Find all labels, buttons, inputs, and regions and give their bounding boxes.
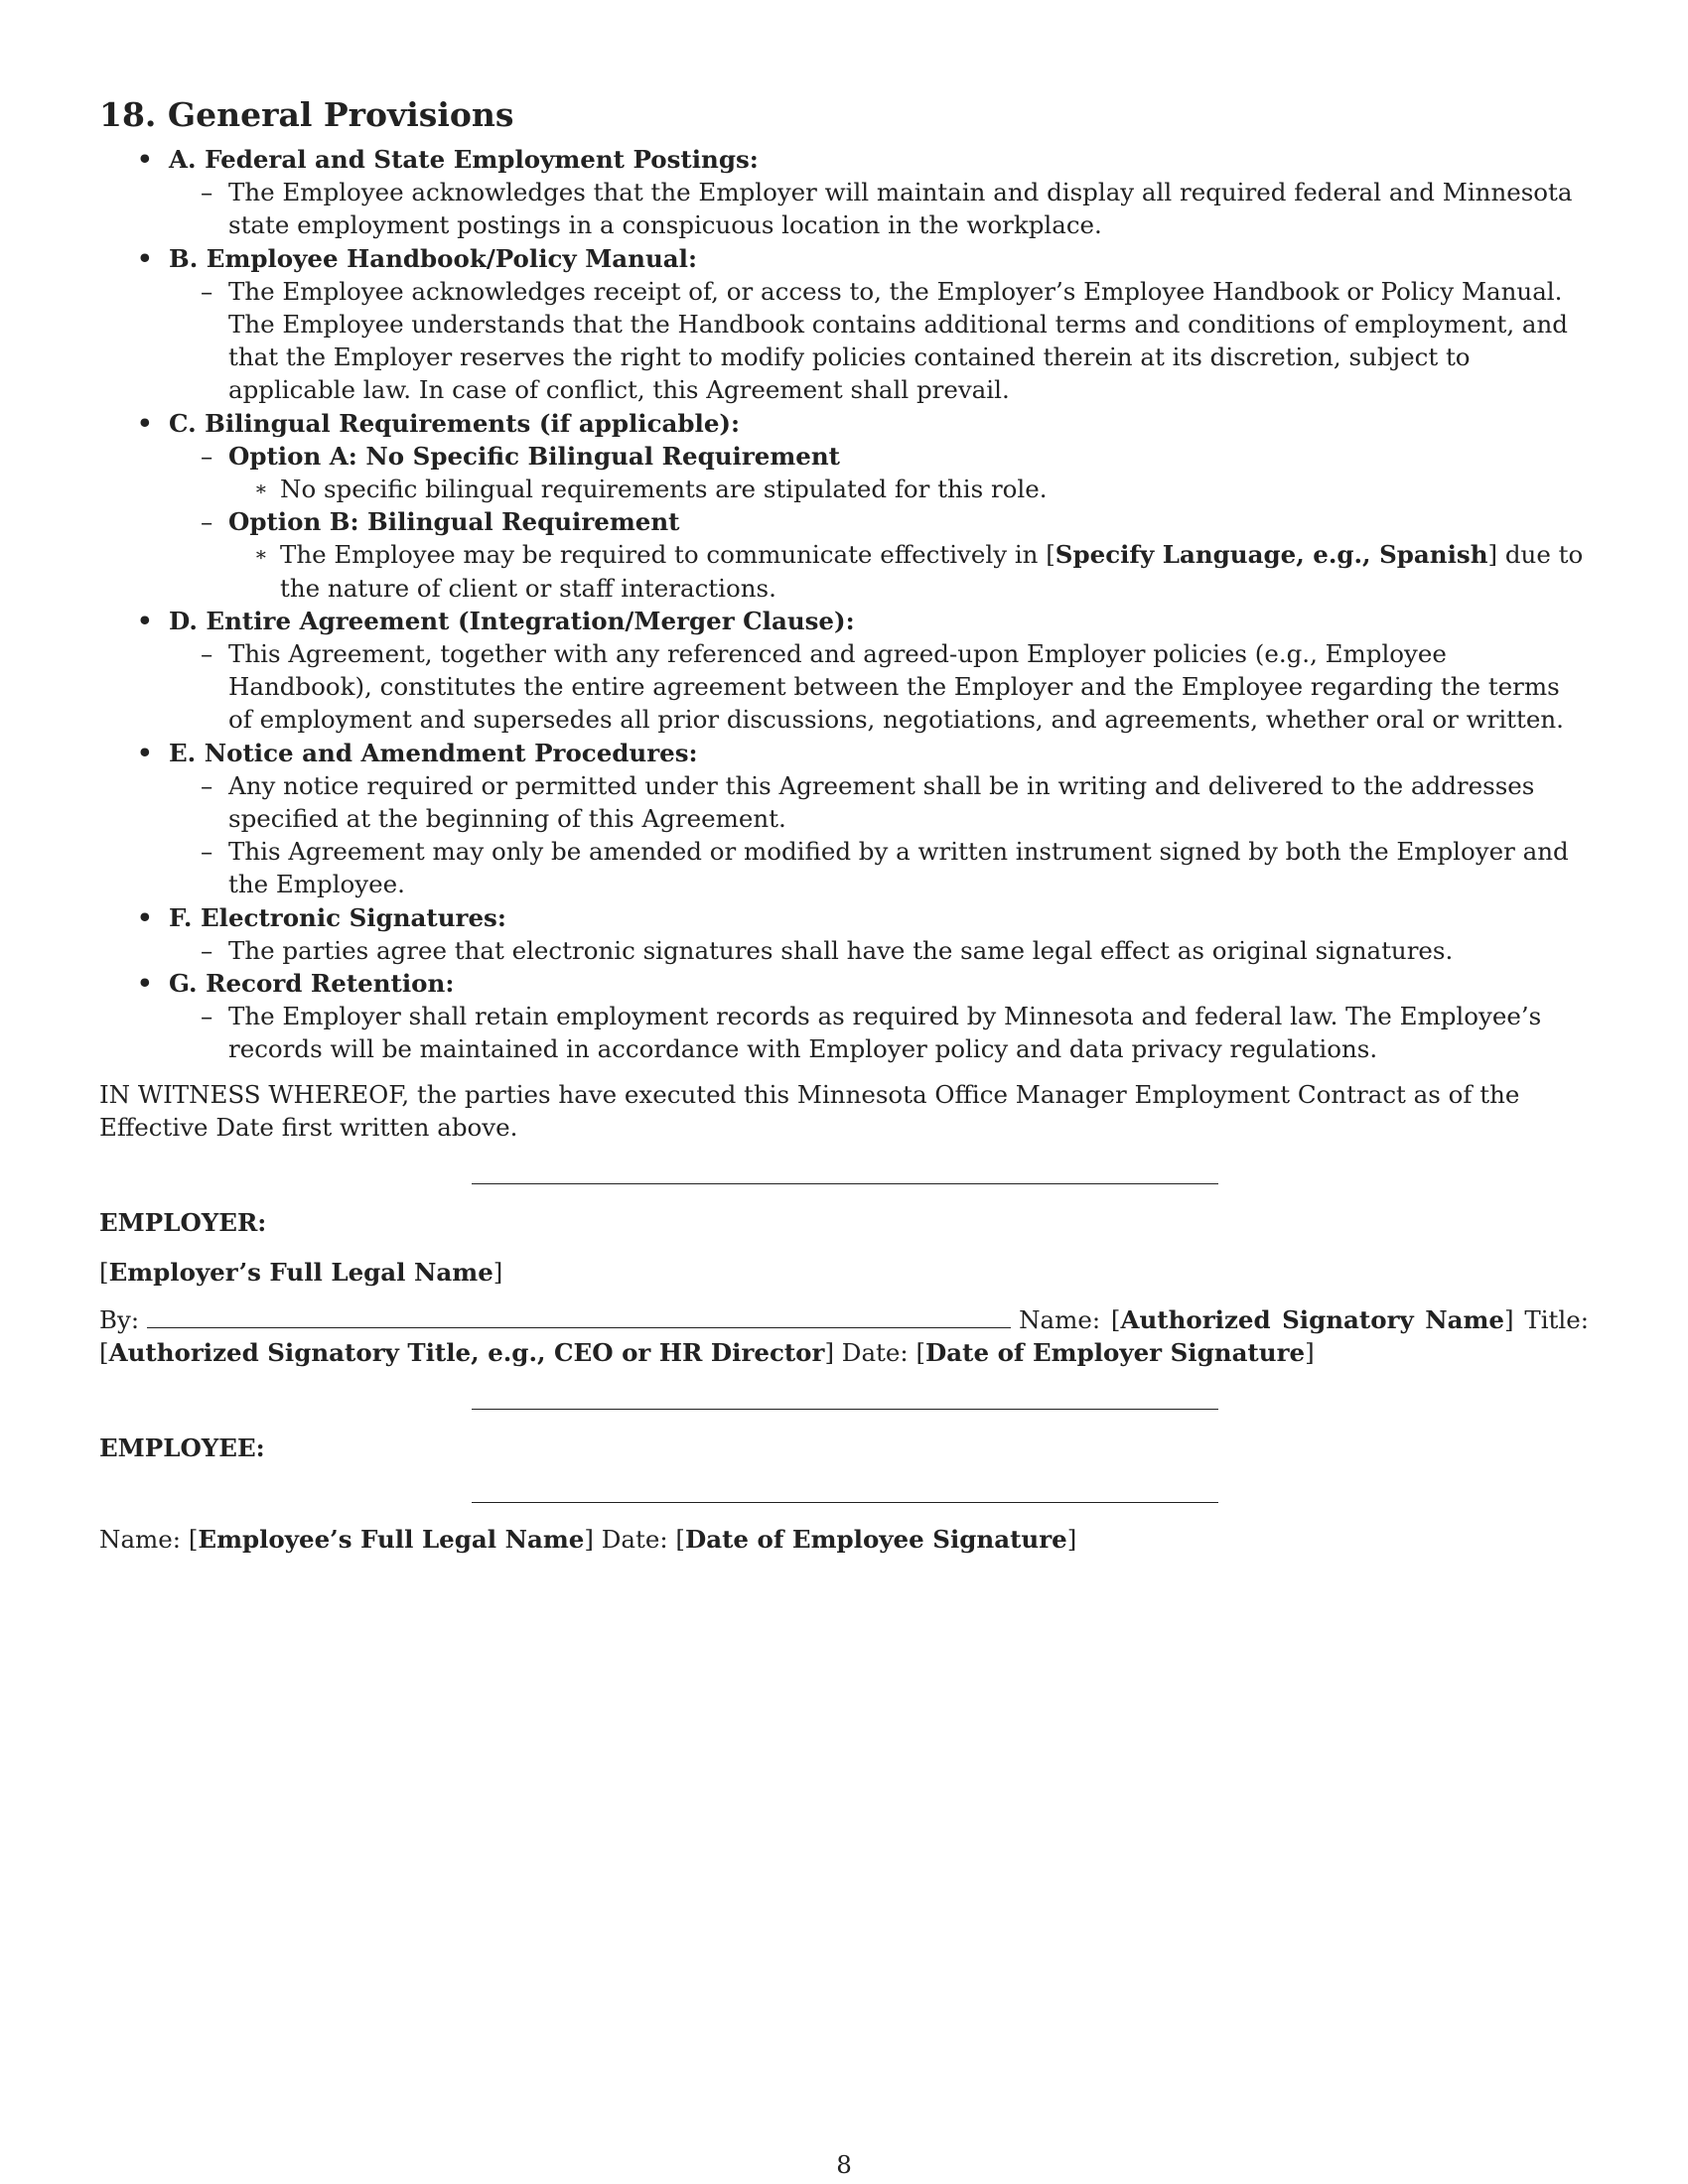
employee-signature-line[interactable] <box>472 1502 1218 1503</box>
provision-heading: G. Record Retention: <box>169 969 455 999</box>
employee-top-line[interactable] <box>472 1409 1218 1410</box>
asterisk-marker: ∗ <box>254 477 268 501</box>
provision-heading: A. Federal and State Employment Postings: <box>169 145 759 174</box>
page-number: 8 <box>836 2150 852 2179</box>
provision-f <box>99 901 1589 967</box>
employee-date-placeholder: Date of Employee Signature <box>684 1525 1067 1555</box>
bullet-marker: • <box>137 738 153 767</box>
witness-paragraph: IN WITNESS WHEREOF, the parties have executed this Minnesota Office Manager Employment Contract as of the Effective Date first written above. <box>99 1079 1520 1142</box>
signatory-title: Authorized Signatory Title, e.g., CEO or HR Director <box>108 1337 825 1367</box>
dash-marker: – <box>201 639 213 669</box>
provision-item: – This Agreement, together with any referenced and agreed-upon Employer policies (e.g., Employee Handbook), constitutes the entire agreement between the Employer and the Employee regarding the terms of employment and supersedes all prior discussions, negotiations, and agreements, whether oral or written. <box>201 639 1564 735</box>
option-a: – Option A: No Specific Bilingual Requirement ∗ No specific bilingual requirements are stipulated for this role. <box>169 440 1589 505</box>
provision-heading: E. Notice and Amendment Procedures: <box>169 738 698 767</box>
employee-name-row: Name: [Employee’s Full Legal Name] Date: [Date of Employee Signature] <box>99 1525 1077 1555</box>
dash-marker: – <box>201 770 213 800</box>
provision-heading: B. Employee Handbook/Policy Manual: <box>169 243 698 273</box>
provision-c <box>99 407 1589 605</box>
provision-item: – The Employer shall retain employment records as required by Minnesota and federal law. The Employee’s records will be maintained in accordance with Employer policy and data privacy regulations. <box>201 1002 1542 1064</box>
employer-label: EMPLOYER: <box>99 1208 267 1238</box>
bullet-marker: • <box>137 243 153 273</box>
dash-marker: – <box>201 441 213 471</box>
dash-marker: – <box>201 507 213 537</box>
bullet-marker: • <box>137 606 153 635</box>
document-page <box>99 95 1589 1556</box>
employer-name-row: [Employer’s Full Legal Name] <box>99 1258 503 1288</box>
provision-heading: D. Entire Agreement (Integration/Merger Clause): <box>169 606 855 635</box>
provisions-list <box>99 143 1589 1066</box>
option-b-text: ∗ The Employee may be required to communicate effectively in [Specify Language, e.g., Spanish] due to the nature of client or staff interactions. <box>254 540 1584 603</box>
option-a-text: ∗ No specific bilingual requirements are stipulated for this role. <box>228 473 1589 505</box>
provision-item: – The parties agree that electronic signatures shall have the same legal effect as original signatures. <box>169 934 1589 967</box>
dash-marker: – <box>201 1002 213 1031</box>
bullet-marker: • <box>137 902 153 932</box>
provision-heading: F. Electronic Signatures: <box>169 902 506 932</box>
provision-e <box>99 737 1589 901</box>
provision-d <box>99 605 1589 737</box>
language-placeholder: Specify Language, e.g., Spanish <box>1055 540 1488 570</box>
employer-name-placeholder: Employer’s Full Legal Name <box>108 1258 493 1288</box>
employee-name-placeholder: Employee’s Full Legal Name <box>198 1525 585 1555</box>
employee-label: EMPLOYEE: <box>99 1433 265 1462</box>
dash-marker: – <box>201 276 213 306</box>
dash-marker: – <box>201 837 213 867</box>
provision-item: – This Agreement may only be amended or modified by a written instrument signed by both the Employer and the Employee. <box>201 837 1569 899</box>
bullet-marker: • <box>137 969 153 999</box>
provision-heading: C. Bilingual Requirements (if applicable): <box>169 408 741 438</box>
dash-marker: – <box>201 935 213 965</box>
dash-marker: – <box>201 178 213 207</box>
provision-item: – The Employee acknowledges that the Employer will maintain and display all required federal and Minnesota state employment postings in a conspicuous location in the workplace. <box>201 178 1573 240</box>
provision-b <box>99 242 1589 407</box>
by-signature-line[interactable] <box>147 1305 1011 1328</box>
provision-item: – The Employee acknowledges receipt of, or access to, the Employer’s Employee Handbook or Policy Manual. The Employee understands that the Handbook contains additional terms and conditions of employment, and that the Employer reserves the right to modify policies contained therein at its discretion, subject to applicable law. In case of conflict, this Agreement shall prevail. <box>201 276 1568 405</box>
asterisk-marker: ∗ <box>254 542 268 567</box>
signatory-name: Authorized Signatory Name <box>1120 1304 1505 1334</box>
employer-by-row: By: Name: [Authorized Signatory Name] Title: [Authorized Signatory Title, e.g., CEO or HR Director] Date: [Date of Employer Signature] <box>99 1304 1589 1367</box>
employer-date-placeholder: Date of Employer Signature <box>925 1337 1306 1367</box>
employer-signature-line[interactable] <box>472 1183 1218 1184</box>
provision-a <box>99 143 1589 242</box>
bullet-marker: • <box>137 145 153 174</box>
provision-g <box>99 967 1589 1066</box>
provision-item: – Any notice required or permitted under this Agreement shall be in writing and delivered to the addresses specified at the beginning of this Agreement. <box>201 770 1535 834</box>
section-title: 18. General Provisions <box>99 95 514 134</box>
option-b: – Option B: Bilingual Requirement ∗ The Employee may be required to communicate effectively in [Specify Language, e.g., Spanish] due to the nature of client or staff interactions. <box>169 505 1589 605</box>
bullet-marker: • <box>137 408 153 438</box>
